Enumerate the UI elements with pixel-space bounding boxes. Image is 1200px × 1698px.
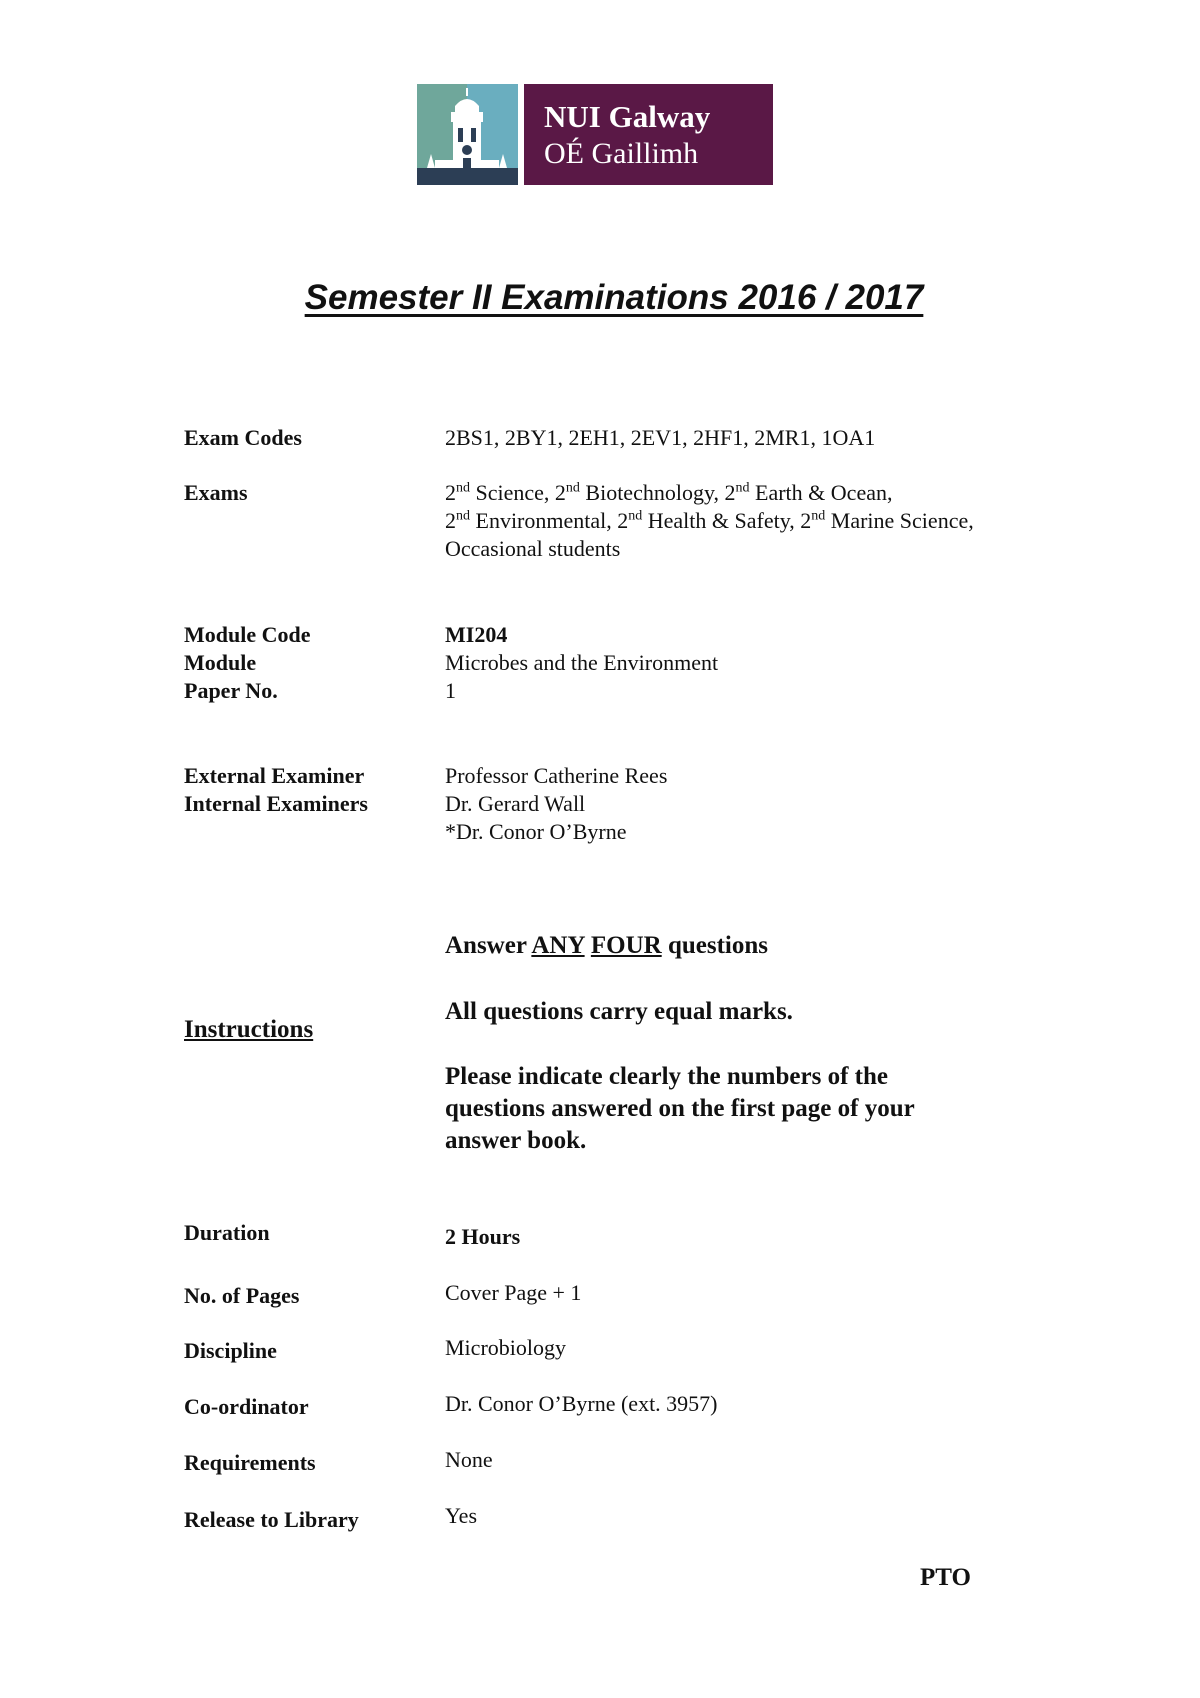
- internal-examiners-label: Internal Examiners: [184, 791, 368, 816]
- instructions-line-3a: Please indicate clearly the numbers of the: [445, 1063, 888, 1090]
- release-label: Release to Library: [184, 1507, 359, 1532]
- discipline-label: Discipline: [184, 1338, 277, 1363]
- instructions-line-1: Answer ANY FOUR questions: [445, 932, 768, 959]
- exam-codes-label: Exam Codes: [184, 425, 302, 450]
- exams-label: Exams: [184, 480, 248, 505]
- requirements-label: Requirements: [184, 1450, 316, 1475]
- external-examiner-value: Professor Catherine Rees: [445, 763, 668, 788]
- release-value: Yes: [445, 1503, 478, 1528]
- internal-examiner-1: Dr. Gerard Wall: [445, 791, 586, 816]
- exams-line-1: 2nd Science, 2nd Biotechnology, 2nd Earth & Ocean,: [445, 480, 893, 505]
- instructions-line-3c: answer book.: [445, 1127, 587, 1154]
- coordinator-label: Co-ordinator: [184, 1394, 309, 1419]
- module-code-value: MI204: [445, 622, 508, 647]
- pages-value: Cover Page + 1: [445, 1280, 582, 1305]
- logo-line-2: OÉ Gaillimh: [544, 136, 699, 170]
- instructions-line-2: All questions carry equal marks.: [445, 998, 793, 1025]
- internal-examiner-2: *Dr. Conor O’Byrne: [445, 819, 627, 844]
- tower-emblem-icon: [417, 84, 518, 185]
- pto-marker: PTO: [920, 1564, 971, 1591]
- university-logo: [417, 84, 773, 185]
- duration-value: 2 Hours: [445, 1224, 521, 1249]
- instructions-line-3b: questions answered on the first page of your: [445, 1095, 915, 1122]
- instructions-label: Instructions: [184, 1016, 314, 1043]
- paper-no-value: 1: [445, 678, 456, 703]
- discipline-value: Microbiology: [445, 1335, 566, 1360]
- coordinator-value: Dr. Conor O’Byrne (ext. 3957): [445, 1391, 718, 1416]
- requirements-value: None: [445, 1447, 493, 1472]
- exam-codes-value: 2BS1, 2BY1, 2EH1, 2EV1, 2HF1, 2MR1, 1OA1: [445, 425, 876, 450]
- module-label: Module: [184, 650, 257, 675]
- module-value: Microbes and the Environment: [445, 650, 719, 675]
- logo-line-1: NUI Galway: [544, 98, 711, 134]
- module-code-label: Module Code: [184, 622, 311, 647]
- logo-wordmark: [524, 84, 773, 185]
- duration-label: Duration: [184, 1220, 270, 1245]
- pages-label: No. of Pages: [184, 1283, 300, 1308]
- paper-no-label: Paper No.: [184, 678, 278, 703]
- page-title: Semester II Examinations 2016 / 2017: [304, 278, 924, 317]
- external-examiner-label: External Examiner: [184, 763, 365, 788]
- exams-line-3: Occasional students: [445, 536, 621, 561]
- exams-line-2: 2nd Environmental, 2nd Health & Safety, 2nd Marine Science,: [445, 508, 974, 533]
